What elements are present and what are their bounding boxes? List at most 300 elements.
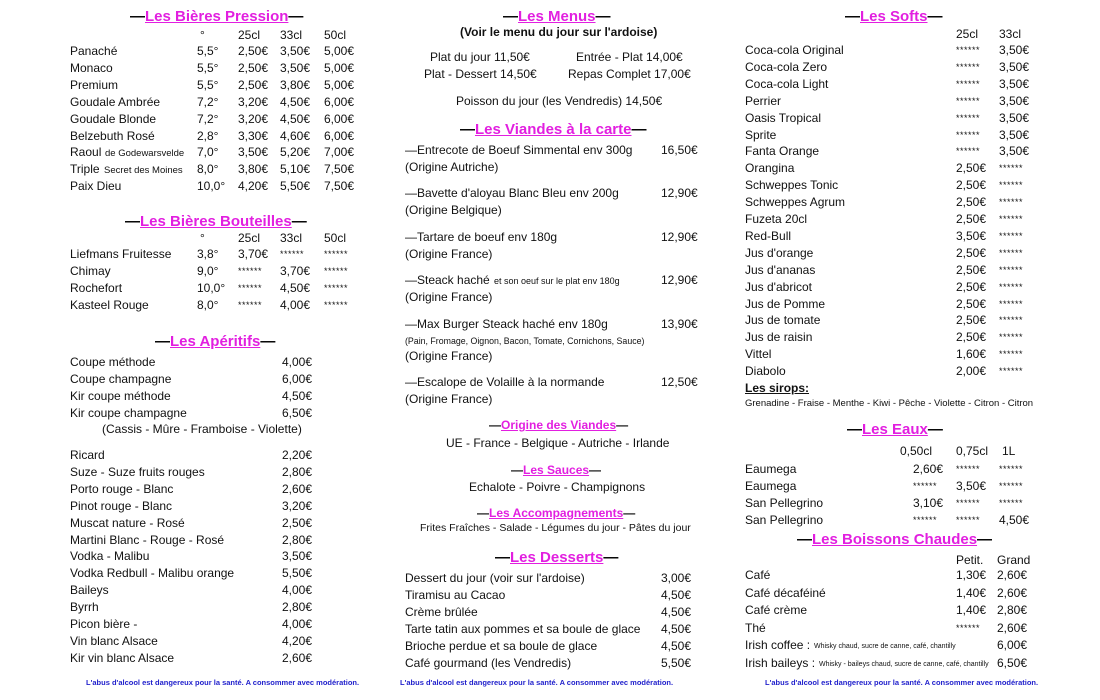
menu-poisson: Poisson du jour (les Vendredis) 14,50€ [456, 94, 663, 108]
price-25cl: 3,80€ [238, 162, 269, 177]
dessert-name: Brioche perdue et sa boule de glace [405, 638, 598, 653]
chaudes-header: Petit. Grand [956, 553, 1031, 567]
list-item [405, 587, 705, 604]
list-item [70, 354, 370, 371]
price-50cl: 5,00€ [324, 44, 355, 58]
list-item [70, 599, 370, 616]
price-50cl: ****** [913, 481, 938, 491]
table-row [70, 77, 370, 94]
table-row [745, 495, 1045, 512]
list-item [70, 515, 370, 532]
price-33cl: 3,50€ [999, 93, 1030, 108]
price-petit: 1,30€ [956, 568, 987, 582]
item-price: 2,20€ [282, 448, 313, 462]
price-25cl: 2,50€ [956, 279, 987, 294]
hot-drink-name: Irish baileys : [745, 655, 816, 670]
table-row [70, 94, 370, 111]
price-25cl: ****** [238, 266, 263, 276]
table-row [745, 59, 1045, 76]
meat-price: 12,90€ [661, 186, 698, 200]
item-name: Martini Blanc - Rouge - Rosé [70, 532, 225, 547]
meat-label: —Entrecote de Boeuf Simmental env 300g [405, 143, 633, 157]
price-petit: 1,40€ [956, 603, 987, 617]
table-row [745, 42, 1045, 59]
drink-name: Jus d'orange [745, 245, 814, 260]
price-25cl: ****** [956, 95, 981, 106]
price-25cl: 2,50€ [956, 330, 987, 345]
section-title-origine: —Origine des Viandes— [489, 418, 629, 432]
dessert-price: 4,50€ [661, 604, 692, 619]
price-grand: 2,80€ [997, 603, 1028, 617]
table-row [745, 262, 1045, 279]
price-75cl: 3,50€ [956, 479, 987, 493]
price-grand: 2,60€ [997, 568, 1028, 582]
price-grand: 6,50€ [997, 655, 1028, 670]
price-25cl: 3,30€ [238, 128, 269, 143]
table-row [745, 585, 1045, 602]
price-25cl: 2,50€ [956, 245, 987, 260]
beer-degree: 5,5° [197, 77, 219, 92]
price-25cl: 3,50€ [956, 228, 987, 243]
list-item [70, 481, 370, 498]
meat-garnish: (Pain, Fromage, Oignon, Bacon, Tomate, Cornichons, Sauce) [405, 336, 645, 346]
item-name: Vin blanc Alsace [70, 633, 158, 648]
price-33cl: 3,50€ [280, 60, 311, 75]
price-25cl: ****** [956, 129, 981, 140]
table-row [70, 128, 370, 145]
beer-name: Kasteel Rouge [70, 298, 149, 312]
hot-drink-name: Café crème [745, 603, 808, 617]
meat-name [405, 374, 604, 391]
beer-name: Triple [70, 162, 100, 177]
table-row [745, 127, 1045, 144]
price-25cl: ****** [238, 283, 263, 293]
drink-name: Perrier [745, 93, 782, 108]
price-33cl: ****** [999, 298, 1024, 309]
beer-name: Panaché [70, 44, 118, 58]
price-25cl: 4,20€ [238, 179, 269, 194]
table-row [70, 111, 370, 128]
item-price: 2,80€ [282, 464, 313, 479]
item-name: Ricard [70, 448, 105, 462]
price-50cl: 7,50€ [324, 162, 355, 177]
beer-name: Monaco [70, 60, 113, 75]
sirops-label: Les sirops: [745, 381, 810, 395]
meat-origin: (Origine Belgique) [405, 203, 502, 217]
item-name: Muscat nature - Rosé [70, 515, 185, 530]
meat-price: 12,50€ [661, 375, 698, 389]
price-50cl: ****** [324, 266, 349, 276]
beer-name: Goudale Blonde [70, 111, 157, 126]
price-33cl: 3,50€ [999, 43, 1030, 57]
table-row [70, 178, 370, 195]
dessert-price: 5,50€ [661, 655, 692, 670]
meat-price: 13,90€ [661, 317, 698, 331]
price-50cl: ****** [324, 300, 349, 310]
meat-origin: (Origine France) [405, 392, 493, 406]
drink-name: Schweppes Tonic [745, 178, 839, 193]
price-50cl: ****** [324, 249, 349, 259]
price-grand: 6,00€ [997, 638, 1028, 652]
price-1l: ****** [999, 464, 1024, 474]
item-name: Kir coupe champagne [70, 406, 187, 420]
beer-degree: 8,0° [197, 162, 219, 177]
item-name: Pinot rouge - Blanc [70, 498, 173, 513]
beer-name: Raoul [70, 145, 102, 160]
table-row [70, 246, 370, 263]
price-33cl: 3,50€ [999, 59, 1030, 74]
price-50cl: 5,00€ [324, 60, 355, 75]
beer-name: Chimay [70, 264, 111, 278]
drink-name: Jus d'ananas [745, 262, 816, 277]
dessert-price: 4,50€ [661, 638, 692, 653]
beer-degree: 5,5° [197, 60, 219, 75]
price-33cl: 4,50€ [280, 94, 311, 109]
price-33cl: 3,50€ [999, 110, 1030, 125]
price-25cl: 2,50€ [238, 60, 269, 75]
item-price: 3,50€ [282, 549, 313, 564]
menu-plat-dessert: Plat - Dessert 14,50€ [424, 67, 537, 81]
item-name: Suze - Suze fruits rouges [70, 464, 205, 479]
price-33cl: ****** [999, 366, 1024, 377]
price-50cl: 6,00€ [324, 128, 355, 143]
item-name: Coupe méthode [70, 355, 156, 369]
list-item [70, 532, 370, 549]
table-row [745, 177, 1045, 194]
hot-drink-note: Whisky - baileys chaud, sucre de canne, café, chantilly [819, 660, 989, 668]
section-title-desserts: —Les Desserts— [495, 549, 619, 566]
drink-name: Red-Bull [745, 228, 792, 243]
table-row [745, 76, 1045, 93]
item-name: Vodka Redbull - Malibu orange [70, 566, 235, 581]
meat-price: 12,90€ [661, 230, 698, 244]
price-50cl: ****** [913, 515, 938, 525]
drink-name: Oasis Tropical [745, 110, 822, 125]
drink-name: Orangina [745, 161, 795, 176]
item-name: Picon bière - [70, 617, 138, 631]
hot-drink-name: Irish coffee : [745, 638, 811, 652]
price-33cl: ****** [999, 230, 1024, 241]
price-25cl: 3,20€ [238, 111, 269, 126]
bouteilles-header: ° 25cl 33cl 50cl [200, 231, 347, 245]
price-33cl: 4,00€ [280, 298, 311, 312]
origine-text: UE - France - Belgique - Autriche - Irlande [446, 436, 670, 450]
dessert-name: Crème brûlée [405, 604, 478, 619]
price-75cl: ****** [956, 498, 981, 508]
table-row [745, 296, 1045, 313]
item-price: 5,50€ [282, 566, 313, 581]
item-price: 4,20€ [282, 633, 313, 648]
table-row [745, 211, 1045, 228]
price-75cl: ****** [956, 515, 981, 525]
table-row [745, 602, 1045, 619]
item-name: Kir coupe méthode [70, 389, 171, 403]
price-33cl: ****** [999, 247, 1024, 258]
table-row [745, 93, 1045, 110]
beer-name: Belzebuth Rosé [70, 128, 155, 143]
price-33cl: 3,50€ [999, 76, 1030, 91]
footer-warning-3: L'abus d'alcool est dangereux pour la santé. A consommer avec modération. [765, 678, 1039, 687]
beer-degree: 3,8° [197, 247, 219, 261]
price-25cl: 3,20€ [238, 94, 269, 109]
menus-subtitle: (Voir le menu du jour sur l'ardoise) [460, 25, 658, 39]
drink-name: Diabolo [745, 364, 786, 379]
price-25cl: ****** [956, 45, 981, 55]
drink-name: Jus d'abricot [745, 279, 812, 294]
price-33cl: ****** [999, 281, 1024, 292]
softs-header: 25cl 33cl [956, 27, 1022, 41]
list-item [405, 638, 705, 655]
price-33cl: ****** [999, 349, 1024, 360]
list-item [70, 498, 370, 515]
price-33cl: 5,20€ [280, 145, 311, 160]
table-row [70, 263, 370, 280]
section-title-chaudes: —Les Boissons Chaudes— [797, 531, 993, 548]
hot-drink-name: Café décaféiné [745, 585, 826, 600]
table-row [745, 245, 1045, 262]
water-name: Eaumega [745, 479, 797, 493]
beer-degree: 10,0° [197, 179, 226, 194]
price-33cl: 5,10€ [280, 162, 311, 177]
beer-note: de Godewarsvelde [105, 148, 185, 160]
table-row [745, 312, 1045, 329]
drink-name: Schweppes Agrum [745, 195, 846, 210]
section-title-sauces: —Les Sauces— [511, 463, 602, 477]
list-item [70, 371, 370, 388]
table-row [745, 620, 1045, 637]
table-row [745, 478, 1045, 495]
dessert-price: 3,00€ [661, 571, 692, 585]
item-name: Porto rouge - Blanc [70, 481, 174, 496]
meat-origin: (Origine France) [405, 290, 493, 304]
dessert-name: Café gourmand (les Vendredis) [405, 655, 572, 670]
price-33cl: 4,50€ [280, 111, 311, 126]
price-33cl: ****** [999, 180, 1024, 191]
table-row [70, 161, 370, 178]
list-item [405, 655, 705, 672]
price-33cl: 3,70€ [280, 264, 311, 278]
dessert-name: Dessert du jour (voir sur l'ardoise) [405, 571, 585, 585]
item-price: 2,80€ [282, 600, 313, 615]
menu-repas-complet: Repas Complet 17,00€ [568, 67, 691, 81]
price-25cl: 2,50€ [238, 44, 269, 58]
table-row [745, 228, 1045, 245]
drink-name: Jus de Pomme [745, 296, 826, 311]
drink-name: Fuzeta 20cl [745, 212, 808, 226]
price-25cl: 2,50€ [956, 313, 987, 328]
table-row [70, 280, 370, 297]
list-item [70, 548, 370, 565]
list-item [405, 570, 705, 587]
price-petit: ****** [956, 622, 981, 633]
table-row [70, 60, 370, 77]
price-50cl: ****** [324, 283, 349, 293]
list-item [70, 447, 370, 464]
item-name: Kir vin blanc Alsace [70, 650, 175, 665]
beer-degree: 10,0° [197, 281, 226, 295]
meat-note: et son oeuf sur le plat env 180g [494, 276, 620, 286]
item-price: 2,60€ [282, 481, 313, 496]
beer-degree: 7,2° [197, 94, 219, 109]
price-25cl: 3,70€ [238, 247, 269, 261]
water-name: San Pellegrino [745, 496, 824, 510]
list-item [405, 604, 705, 621]
beer-name: Goudale Ambrée [70, 94, 161, 109]
item-name: Coupe champagne [70, 372, 172, 386]
beer-degree: 9,0° [197, 264, 219, 278]
meat-label: —Steack haché [405, 273, 490, 287]
meat-label: —Max Burger Steack haché env 180g [405, 317, 608, 331]
price-25cl: ****** [238, 300, 263, 310]
beer-name: Liefmans Fruitesse [70, 247, 172, 261]
price-33cl: ****** [999, 264, 1024, 275]
table-row [745, 143, 1045, 160]
item-price: 4,00€ [282, 583, 313, 598]
dessert-name: Tiramisu au Cacao [405, 587, 506, 602]
price-33cl: 5,50€ [280, 179, 311, 194]
price-33cl: ****** [999, 315, 1024, 326]
hot-drink-name: Café [745, 568, 771, 582]
price-1l: ****** [999, 481, 1024, 491]
price-25cl: 2,50€ [956, 262, 987, 277]
table-row [745, 279, 1045, 296]
price-50cl: 5,00€ [324, 77, 355, 92]
meat-price: 16,50€ [661, 143, 698, 157]
item-price: 2,60€ [282, 650, 313, 665]
beer-note: Secret des Moines [104, 165, 183, 177]
meat-name [405, 272, 620, 289]
price-33cl: 3,80€ [280, 77, 311, 92]
list-item [70, 464, 370, 481]
list-item [70, 582, 370, 599]
drink-name: Vittel [745, 347, 772, 362]
drink-name: Sprite [745, 127, 777, 142]
section-title-viandes: —Les Viandes à la carte— [460, 121, 647, 138]
price-1l: 4,50€ [999, 513, 1030, 527]
price-petit: 1,40€ [956, 585, 987, 600]
beer-degree: 7,0° [197, 145, 219, 160]
list-item [70, 633, 370, 650]
beer-degree: 7,2° [197, 111, 219, 126]
price-25cl: 2,50€ [956, 212, 987, 226]
price-25cl: ****** [956, 112, 981, 123]
section-title-eaux: —Les Eaux— [847, 421, 943, 438]
price-33cl: ****** [999, 197, 1024, 208]
list-item [70, 650, 370, 667]
drink-name: Coca-cola Light [745, 76, 829, 91]
price-1l: ****** [999, 498, 1024, 508]
price-33cl: 3,50€ [999, 144, 1030, 159]
beer-name: Premium [70, 77, 119, 92]
section-title-aperitifs: —Les Apéritifs— [155, 333, 276, 350]
price-50cl: 2,60€ [913, 462, 944, 476]
price-50cl: 3,10€ [913, 496, 944, 510]
item-price: 3,20€ [282, 498, 313, 513]
footer-warning-1: L'abus d'alcool est dangereux pour la santé. A consommer avec modération. [86, 678, 360, 687]
sirops-text: Grenadine - Fraise - Menthe - Kiwi - Pêche - Violette - Citron - Citron [745, 398, 1034, 409]
water-name: Eaumega [745, 462, 797, 476]
table-row [745, 194, 1045, 211]
accompagnements-text: Frites Fraîches - Salade - Légumes du jour - Pâtes du jour [420, 522, 691, 534]
item-price: 4,00€ [282, 617, 313, 631]
price-33cl: 4,50€ [280, 281, 311, 295]
pression-header: ° 25cl 33cl 50cl [200, 28, 347, 42]
price-25cl: ****** [956, 61, 981, 72]
price-50cl: 7,50€ [324, 179, 355, 194]
meat-label: —Bavette d'aloyau Blanc Bleu env 200g [405, 186, 619, 200]
price-25cl: ****** [956, 146, 981, 157]
table-row [70, 144, 370, 161]
beer-name: Rochefort [70, 281, 123, 295]
list-item [405, 621, 705, 638]
price-25cl: 3,50€ [238, 145, 269, 160]
table-row [745, 160, 1045, 177]
drink-name: Jus de tomate [745, 313, 821, 328]
water-name: San Pellegrino [745, 513, 824, 527]
price-25cl: 2,00€ [956, 364, 987, 379]
price-33cl: ****** [999, 332, 1024, 343]
price-33cl: ****** [280, 249, 305, 259]
meat-label: —Tartare de boeuf env 180g [405, 230, 558, 244]
list-item [70, 405, 370, 422]
menu-entree-plat: Entrée - Plat 14,00€ [576, 50, 683, 64]
section-title-bouteilles: —Les Bières Bouteilles— [125, 213, 307, 230]
section-title-pression: —Les Bières Pression— [130, 8, 304, 25]
sauces-text: Echalote - Poivre - Champignons [469, 480, 646, 494]
beer-degree: 8,0° [197, 298, 219, 312]
hot-drink-name: Thé [745, 620, 766, 635]
footer-warning-2: L'abus d'alcool est dangereux pour la santé. A consommer avec modération. [400, 678, 674, 687]
price-25cl: 1,60€ [956, 347, 987, 362]
beer-name: Paix Dieu [70, 179, 122, 194]
drink-name: Coca-cola Original [745, 43, 844, 57]
dessert-name: Tarte tatin aux pommes et sa boule de glace [405, 621, 641, 636]
price-25cl: 2,50€ [956, 296, 987, 311]
drink-name: Coca-cola Zero [745, 59, 828, 74]
table-row [745, 461, 1045, 478]
section-title-accompagnements: —Les Accompagnements— [477, 506, 636, 520]
item-price: 6,50€ [282, 406, 313, 420]
item-name: Baileys [70, 583, 109, 598]
price-25cl: 2,50€ [956, 178, 987, 193]
price-50cl: 6,00€ [324, 94, 355, 109]
price-grand: 2,60€ [997, 585, 1028, 600]
price-grand: 2,60€ [997, 620, 1028, 635]
list-item [70, 388, 370, 405]
meat-name [405, 316, 608, 333]
section-title-softs: —Les Softs— [845, 8, 943, 25]
table-row [745, 329, 1045, 346]
meat-origin: (Origine France) [405, 247, 493, 261]
table-row [745, 655, 1045, 672]
table-row [745, 512, 1045, 529]
item-price: 6,00€ [282, 372, 313, 386]
drink-name: Fanta Orange [745, 144, 820, 159]
meat-name [405, 142, 632, 159]
table-row [745, 637, 1045, 654]
meat-name [405, 229, 557, 246]
price-50cl: 6,00€ [324, 111, 355, 126]
menu-plat-du-jour: Plat du jour 11,50€ [430, 50, 530, 64]
price-25cl: ****** [956, 78, 981, 89]
hot-drink-note: Whisky chaud, sucre de canne, café, chantilly [814, 643, 956, 650]
item-price: 4,00€ [282, 355, 313, 369]
meat-name [405, 185, 619, 202]
dessert-price: 4,50€ [661, 621, 692, 636]
price-25cl: 2,50€ [956, 161, 987, 176]
price-75cl: ****** [956, 464, 981, 474]
section-title-menus: —Les Menus— [503, 8, 611, 25]
